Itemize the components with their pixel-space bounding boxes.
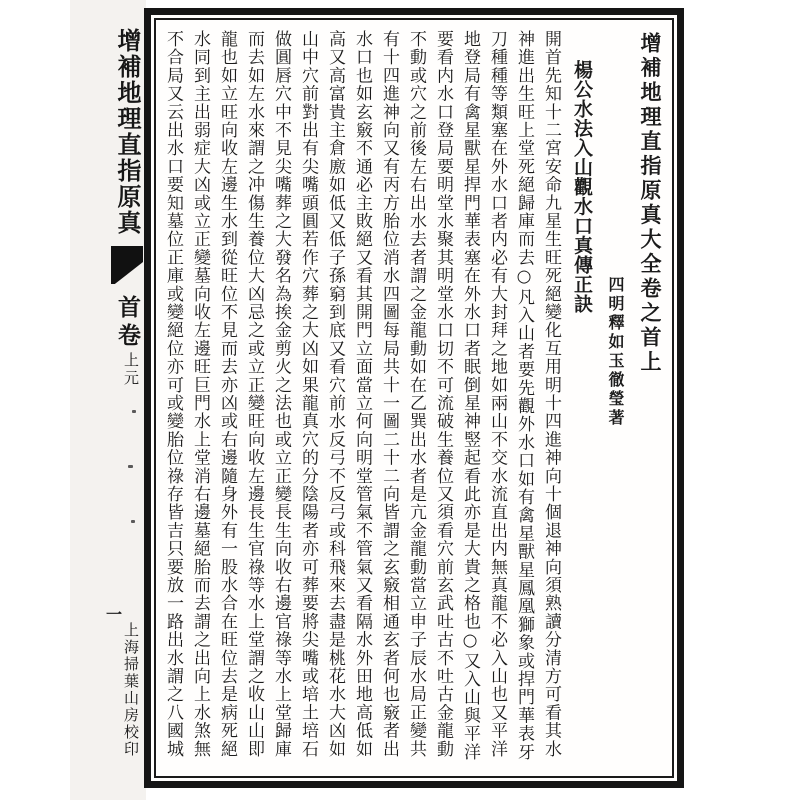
body-text-column-2: 神進出生旺上堂死絕歸庫而去○凡入山者要先觀外水口如有禽星獸星鳳凰獅象或捍門華表牙: [514, 30, 534, 761]
ink-speck: [131, 520, 135, 523]
author-attribution-column: 四明釋如玉徹瑩著: [606, 276, 625, 428]
body-text-column-10: 山中穴前對出有尖嘴頭圓若作穴葬之大凶如果龍真穴的分陰陽者亦可葬要將尖嘴或培土培石: [298, 30, 318, 758]
page-inner-rule: [154, 18, 674, 778]
body-text-column-15: 不合局又云出水口要知墓位正庫或變絕位亦可或變胎位祿存皆吉只要放一路出水謂之八國城: [163, 30, 183, 758]
vertical-text-block: [158, 30, 670, 768]
body-text-column-9: 高又高富貴主倉廒如低又低子孫窮到底又看穴前水反弓不反弓或科飛來去盡是桃花水大凶如: [325, 30, 345, 758]
body-text-column-7: 有十四進神向又有丙方胎位消水四圖每局共十一圖二十二向皆謂之玄竅相通玄者何也竅者出: [379, 30, 399, 758]
page-border-frame: [144, 8, 684, 788]
body-text-column-4: 地登局有禽星獸星捍門華表塞在外水口者眠倒星神竪起看此亦是大貴之格也○又入山與平洋: [460, 30, 480, 761]
body-text-column-12: 而去如左水來謂之冲傷生養位大凶忌之或立正變旺向收左邊長生官祿等水上堂謂之收山山即: [244, 30, 264, 758]
body-text-column-3: 刀種種等類塞在外水口者内必有大封拜之地如兩山不交水流直出内無真龍不必入山也又平洋: [487, 30, 507, 758]
section-heading-column: 楊公水法入山觀水口真傳正訣: [571, 60, 593, 314]
body-text-column-14: 水同到主出弱症大凶或立正變墓向收左邊旺巨門水上堂消右邊墓絕胎而去謂之出向上水煞無: [190, 30, 210, 758]
body-text-column-8: 水口也如玄竅不通必主敗絕又看其開門立面當立何向明堂管氣不管氣又看隔水外田地高低如: [352, 30, 372, 758]
body-text-column-5: 要看内水口登局要明堂水聚其明堂水口切不可流破生養位又須看穴前玄武吐古不吐古金龍動: [433, 30, 453, 758]
body-text-column-11: 做圓唇穴中不見尖嘴葬之大發名為挨金剪火之法也或立正變長生向收右邊官祿等水上堂歸庫: [271, 30, 291, 758]
spine-book-title: 增補地理直指原真: [113, 28, 142, 236]
ink-speck: [128, 465, 133, 468]
body-text-column-6: 不動或穴之前後左右出水去者謂之金龍動如在乙巽出水者是亢金龍動當立申子辰水局正變共: [406, 30, 426, 758]
spine-dash-mark: 一: [106, 605, 123, 624]
body-text-column-13: 龍也如立旺向收左邊生水到從旺位不見而去亦凶或右邊隨身外有一股水合在旺位去是病死絕: [217, 30, 237, 758]
spine-publisher-imprint: 上海掃葉山房校印: [122, 622, 140, 758]
book-title-column: 增補地理直指原真大全卷之首上: [638, 32, 663, 375]
spine-volume-label: 首卷: [114, 295, 141, 351]
body-text-column-1: 開首先知十二宮安命九星生旺死絕變化互用明十四進神向十個退神向須熟讀分清方可看其水: [541, 30, 561, 758]
ink-speck: [132, 410, 136, 413]
spine-part-label: 上元: [122, 352, 140, 388]
